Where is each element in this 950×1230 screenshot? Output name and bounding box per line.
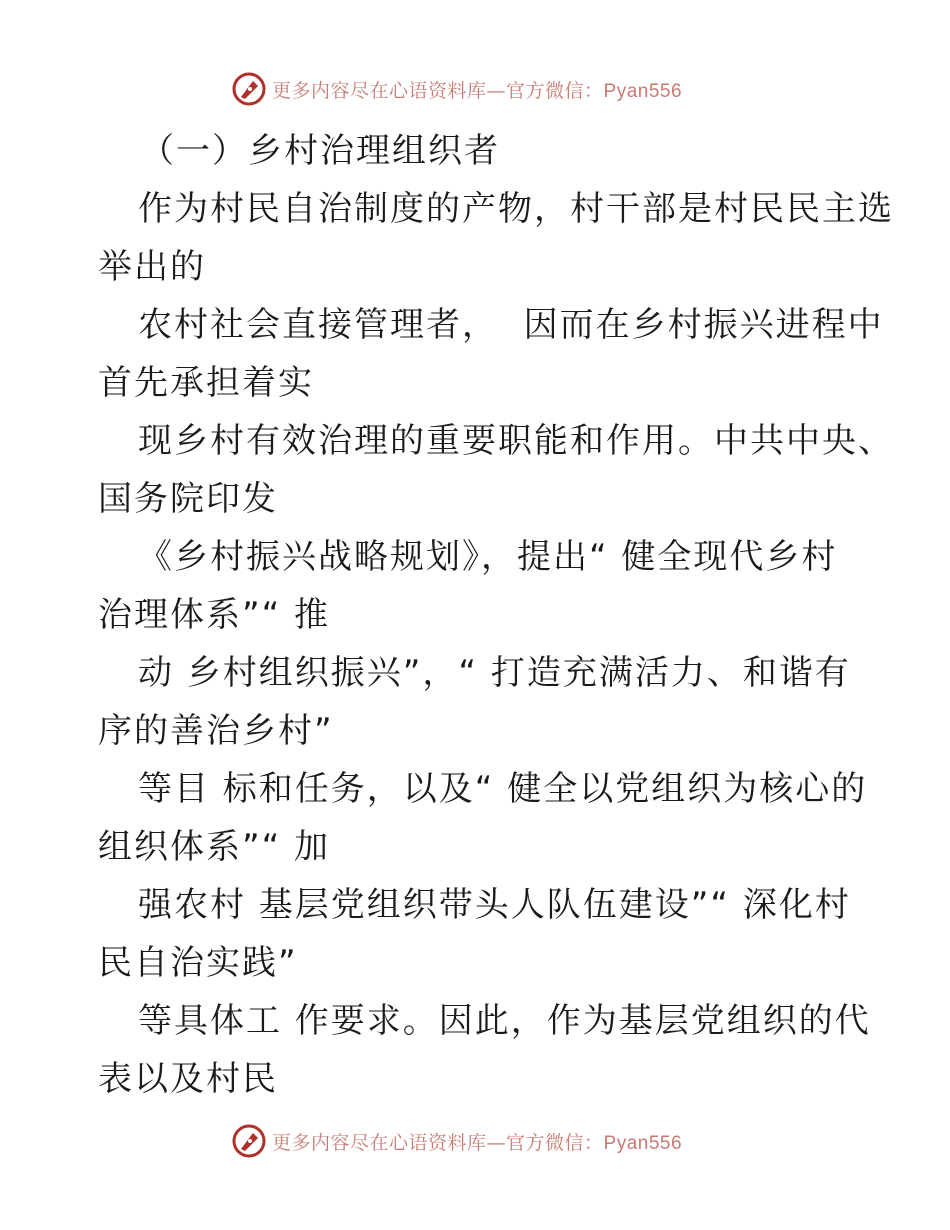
paragraph-line: 序的善治乡村” bbox=[98, 711, 334, 751]
paragraph-line: 《乡村振兴战略规划》，提出“ 健全现代乡村 bbox=[138, 537, 838, 577]
paragraph-line: 举出的 bbox=[98, 247, 206, 287]
paragraph-line: 表以及村民 bbox=[98, 1059, 278, 1099]
paragraph-line: 作为村民自治制度的产物，村干部是村民民主选 bbox=[138, 189, 894, 229]
header-banner-text bbox=[272, 76, 682, 103]
paragraph-line: 等具体工 作要求。因此，作为基层党组织的代 bbox=[138, 1001, 871, 1041]
document-body bbox=[98, 122, 894, 1108]
paragraph-line: 民自治实践” bbox=[98, 943, 298, 983]
paragraph-line: 国务院印发 bbox=[98, 479, 278, 519]
paragraph-line: 农村社会直接管理者， 因而在乡村振兴进程中 bbox=[138, 305, 884, 345]
header-banner bbox=[232, 72, 682, 106]
section-heading: （一）乡村治理组织者 bbox=[140, 131, 500, 171]
header-wechat-id: Pyan556 bbox=[603, 80, 683, 102]
footer-banner bbox=[232, 1124, 682, 1158]
paragraph-line: 动 乡村组织振兴”，“ 打造充满活力、和谐有 bbox=[138, 653, 851, 693]
paragraph-line: 等目 标和任务，以及“ 健全以党组织为核心的 bbox=[138, 769, 868, 809]
footer-wechat-id: Pyan556 bbox=[603, 1132, 683, 1154]
paragraph-line: 治理体系”“ 推 bbox=[98, 595, 331, 635]
paragraph-line: 首先承担着实 bbox=[98, 363, 314, 403]
paragraph-line: 强农村 基层党组织带头人队伍建设”“ 深化村 bbox=[138, 885, 851, 925]
paragraph-line: 组织体系”“ 加 bbox=[98, 827, 331, 867]
paragraph-line: 现乡村有效治理的重要职能和作用。中共中央、 bbox=[138, 421, 894, 461]
header-banner-label: 更多内容尽在心语资料库—官方微信： bbox=[272, 79, 604, 102]
pen-nib-logo-icon bbox=[232, 1124, 266, 1158]
footer-banner-label: 更多内容尽在心语资料库—官方微信： bbox=[272, 1131, 604, 1154]
footer-banner-text bbox=[272, 1128, 682, 1155]
pen-nib-logo-icon bbox=[232, 72, 266, 106]
